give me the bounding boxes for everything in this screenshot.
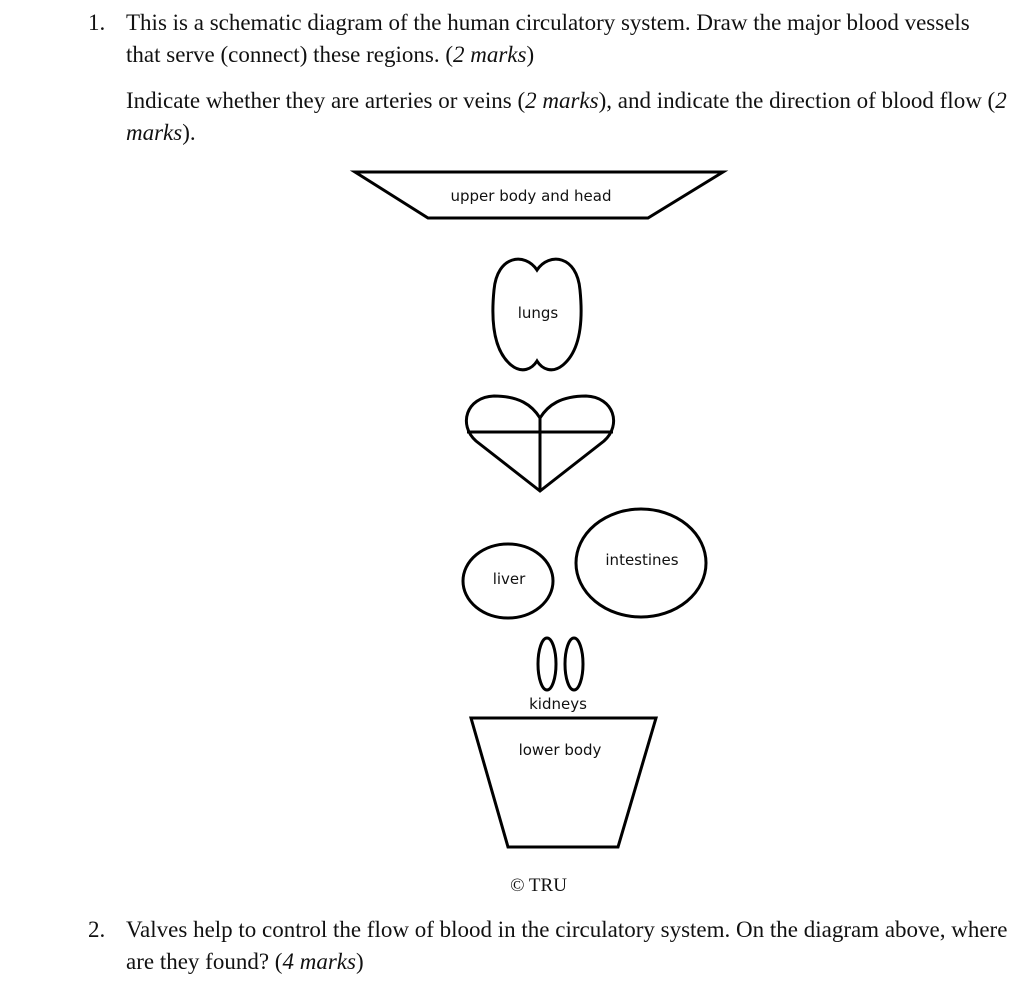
question-1-paragraph-2: Indicate whether they are arteries or veins (2 marks), and indicate the direction of blood flow (2 marks). [126, 88, 1007, 145]
marks-text: 4 marks [282, 949, 356, 974]
question-1-paragraph-1: This is a schematic diagram of the human circulatory system. Draw the major blood vessels that serve (connect) these regions. (2 marks) [126, 10, 970, 67]
marks-text: 2 marks [525, 88, 599, 113]
question-1-number: 1. [88, 10, 106, 35]
lower-body-shape [471, 718, 656, 847]
upper-body-label: upper body and head [450, 187, 612, 205]
intestines-label: intestines [605, 551, 679, 569]
lower-body-label: lower body [518, 741, 602, 759]
liver-label: liver [492, 570, 526, 588]
marks-text: 2 marks [126, 88, 1007, 145]
question-2-body: Valves help to control the flow of blood in the circulatory system. On the diagram above, where are they found? (4 marks) [126, 917, 1008, 974]
marks-text: 2 marks [452, 42, 527, 67]
kidneys-label: kidneys [529, 695, 587, 713]
question-2-number: 2. [88, 917, 106, 942]
question-2 [88, 914, 1008, 978]
copyright-notice: © TRU [510, 875, 567, 896]
right-kidney-shape [565, 638, 583, 690]
lungs-label: lungs [517, 304, 559, 322]
left-kidney-shape [538, 638, 556, 690]
